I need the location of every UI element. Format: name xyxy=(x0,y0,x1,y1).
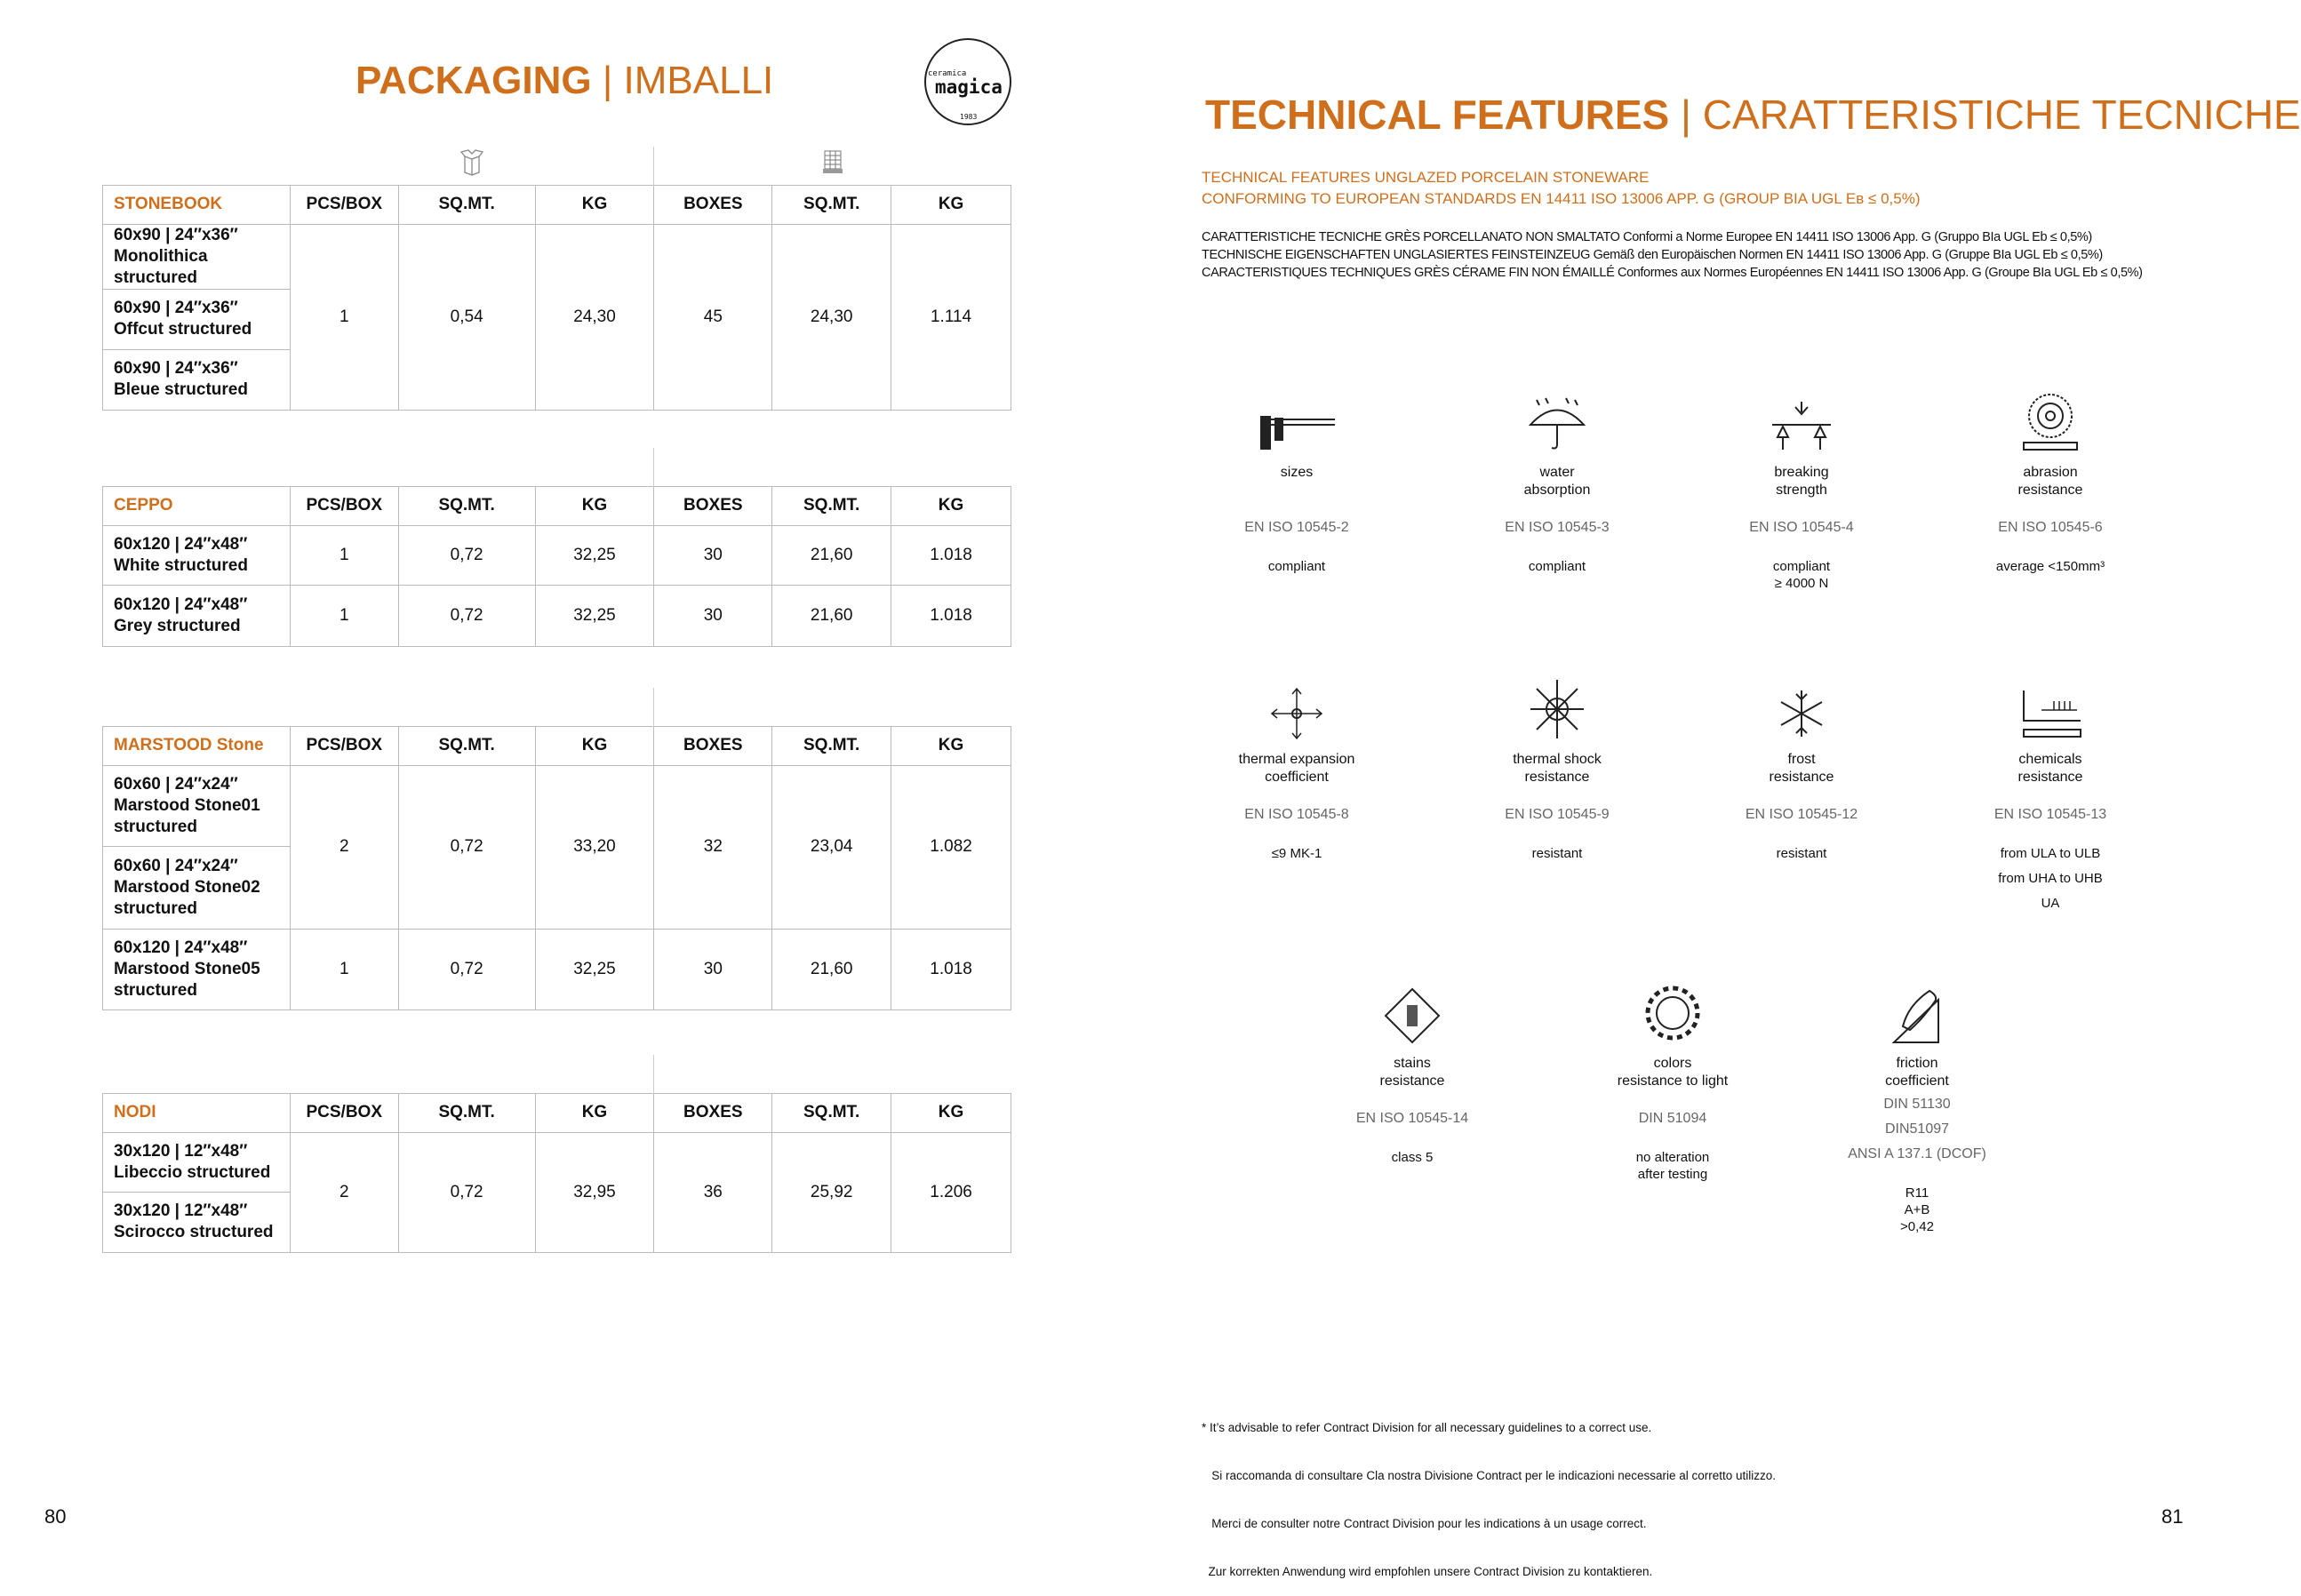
column-header: BOXES xyxy=(654,486,772,525)
collection-name: MARSTOOD Stone xyxy=(103,726,291,765)
feature-frost-resistance xyxy=(1677,669,1926,862)
value-line: compliant xyxy=(1528,559,1586,574)
feature-label xyxy=(1433,464,1682,499)
product-name xyxy=(103,1132,291,1192)
box-icon xyxy=(457,162,487,180)
feature-value xyxy=(1288,1149,1537,1166)
product-name-line: 60x120 | 24″x48″ xyxy=(114,595,248,614)
table-row xyxy=(103,525,1011,585)
feature-label-line: resistance to light xyxy=(1617,1073,1729,1089)
column-header: KG xyxy=(535,185,654,224)
value-line: compliant xyxy=(1772,559,1831,574)
feature-sizes xyxy=(1172,382,1421,575)
feature-label-line: friction xyxy=(1896,1056,1938,1071)
icon-row xyxy=(103,147,1011,185)
value-cell: 33,20 xyxy=(535,765,654,929)
product-name-line: structured xyxy=(114,980,197,1000)
feature-label-line: resistance xyxy=(1524,770,1590,785)
column-header: SQ.MT. xyxy=(398,185,535,224)
value-cell: 1 xyxy=(290,525,398,585)
feature-label-line: absorption xyxy=(1523,483,1591,498)
value-cell: 25,92 xyxy=(772,1132,891,1252)
feature-label-line: water xyxy=(1539,465,1575,480)
feature-label xyxy=(1548,1055,1797,1090)
product-name xyxy=(103,765,291,846)
umbrella-icon xyxy=(1433,382,1682,453)
column-header: KG xyxy=(891,185,1011,224)
product-name-line: 60x60 | 24″x24″ xyxy=(114,774,238,794)
feature-thermal-shock-resistance xyxy=(1433,669,1682,862)
product-name-line: 60x90 | 24″x36″ xyxy=(114,225,238,244)
product-name xyxy=(103,585,291,646)
value-line: class 5 xyxy=(1391,1150,1434,1165)
feature-label-line: thermal expansion xyxy=(1238,752,1355,767)
feature-label xyxy=(1433,751,1682,786)
standard-line: EN ISO 10545-6 xyxy=(1998,520,2103,535)
value-line: ≤9 MK-1 xyxy=(1271,846,1322,861)
page-number-right: 81 xyxy=(2161,1505,2184,1528)
feature-chemicals-resistance xyxy=(1926,669,2175,916)
product-name-line: Marstood Stone01 xyxy=(114,795,260,815)
icon-row xyxy=(103,448,1011,486)
standard-line: EN ISO 10545-4 xyxy=(1749,520,1854,535)
product-name-line: Marstood Stone02 xyxy=(114,877,260,897)
abrasion-disc-icon xyxy=(1926,382,2175,453)
value-line: R11 xyxy=(1905,1185,1929,1201)
feature-value xyxy=(1926,842,2175,916)
packaging-table-marstood-stone xyxy=(102,688,1011,1010)
box-group xyxy=(290,1055,654,1093)
icon-row xyxy=(103,1055,1011,1093)
product-name-line: structured xyxy=(114,898,197,918)
feature-colors-resistance-to-light xyxy=(1548,973,1797,1183)
value-cell: 30 xyxy=(654,525,772,585)
value-cell: 45 xyxy=(654,224,772,410)
value-line: resistant xyxy=(1776,846,1827,861)
product-name xyxy=(103,349,291,410)
thermal-shock-icon xyxy=(1433,669,1682,740)
value-cell: 36 xyxy=(654,1132,772,1252)
standard-line: EN ISO 10545-2 xyxy=(1244,520,1349,535)
feature-label xyxy=(1926,464,2175,499)
header-row xyxy=(103,486,1011,525)
standard-line: EN ISO 10545-14 xyxy=(1355,1111,1469,1126)
feature-label xyxy=(1172,464,1421,499)
footnote xyxy=(1202,1388,1776,1596)
description-line: CARACTERISTIQUES TECHNIQUES GRÈS CÉRAME FIN NON ÉMAILLÉ Conformes aux Normes Européennes EN 14411 ISO 13006 App. G (Groupe BIa UGL Eb ≤ 0,5%) xyxy=(1202,266,2143,280)
box-group xyxy=(290,448,654,486)
feature-standard xyxy=(1172,802,1421,827)
standard-line: ANSI A 137.1 (DCOF) xyxy=(1848,1146,1986,1161)
product-name-line: Scirocco structured xyxy=(114,1223,274,1241)
shoe-slope-icon xyxy=(1793,973,2041,1044)
value-cell: 21,60 xyxy=(772,929,891,1009)
product-name-line: Libeccio structured xyxy=(114,1162,271,1182)
feature-value xyxy=(1172,558,1421,575)
column-header: KG xyxy=(891,726,1011,765)
page-number-left: 80 xyxy=(44,1505,67,1528)
feature-value xyxy=(1172,845,1421,862)
value-cell: 23,04 xyxy=(772,765,891,929)
feature-label-line: colors xyxy=(1653,1056,1692,1071)
value-cell: 1 xyxy=(290,224,398,410)
table-row xyxy=(103,224,1011,289)
snowflake-icon xyxy=(1677,669,1926,740)
feature-standard xyxy=(1172,515,1421,540)
column-header: SQ.MT. xyxy=(398,486,535,525)
value-cell: 21,60 xyxy=(772,585,891,646)
description xyxy=(1202,228,2143,282)
value-cell: 32,25 xyxy=(535,525,654,585)
product-name-line: 60x120 | 24″x48″ xyxy=(114,534,248,554)
column-header: PCS/BOX xyxy=(290,726,398,765)
feature-value xyxy=(1433,845,1682,862)
description-line: CARATTERISTICHE TECNICHE GRÈS PORCELLANATO NON SMALTATO Conformi a Norme Europee EN 14411 ISO 13006 App. G (Gruppo BIa UGL Eb ≤ 0,5%) xyxy=(1202,230,2092,244)
column-header: PCS/BOX xyxy=(290,486,398,525)
value-cell: 1.114 xyxy=(891,224,1011,410)
product-name-line: Marstood Stone05 xyxy=(114,959,260,978)
product-name-line: structured xyxy=(114,817,197,836)
feature-value xyxy=(1548,1149,1797,1183)
feature-label xyxy=(1288,1055,1537,1090)
feature-label-line: stains xyxy=(1394,1056,1431,1071)
product-name-line: Monolithica structured xyxy=(114,246,208,287)
value-line: no alteration xyxy=(1635,1150,1710,1165)
logo-year: 1983 xyxy=(960,113,978,121)
subtitle-line: CONFORMING TO EUROPEAN STANDARDS EN 14411 ISO 13006 APP. G (GROUP BIA UGL Eв ≤ 0,5%) xyxy=(1202,190,1921,207)
box-group xyxy=(290,147,654,185)
column-header: SQ.MT. xyxy=(772,185,891,224)
feature-standard xyxy=(1677,515,1926,540)
feature-water-absorption xyxy=(1433,382,1682,575)
product-name-line: 60x120 | 24″x48″ xyxy=(114,938,248,957)
value-cell: 32,25 xyxy=(535,929,654,1009)
feature-standard xyxy=(1677,802,1926,827)
standard-line: DIN 51130 xyxy=(1883,1097,1951,1112)
title-bold: TECHNICAL FEATURES xyxy=(1205,92,1670,138)
feature-abrasion-resistance xyxy=(1926,382,2175,575)
feature-label xyxy=(1926,751,2175,786)
feature-label-line: frost xyxy=(1787,752,1816,767)
feature-stains-resistance xyxy=(1288,973,1537,1166)
packaging-table-nodi xyxy=(102,1055,1011,1253)
feature-friction-coefficient xyxy=(1793,973,2041,1235)
feature-label-line: thermal shock xyxy=(1513,752,1602,767)
value-cell: 21,60 xyxy=(772,525,891,585)
value-cell: 1.206 xyxy=(891,1132,1011,1252)
value-cell: 32 xyxy=(654,765,772,929)
feature-standard xyxy=(1793,1092,2041,1167)
feature-value xyxy=(1433,558,1682,575)
value-cell: 1 xyxy=(290,585,398,646)
column-header: SQ.MT. xyxy=(398,726,535,765)
feature-label-line: breaking xyxy=(1774,465,1829,480)
value-cell: 1 xyxy=(290,929,398,1009)
column-header: KG xyxy=(535,726,654,765)
feature-label xyxy=(1172,751,1421,786)
feature-label-line: coefficient xyxy=(1885,1073,1949,1089)
product-name xyxy=(103,846,291,929)
value-cell: 1.018 xyxy=(891,525,1011,585)
icon-row xyxy=(103,688,1011,726)
value-line: average <150mm³ xyxy=(1995,559,2105,574)
feature-standard xyxy=(1926,802,2175,827)
product-name xyxy=(103,289,291,349)
value-line: compliant xyxy=(1267,559,1326,574)
value-line: after testing xyxy=(1637,1167,1708,1182)
value-cell: 32,95 xyxy=(535,1132,654,1252)
value-cell: 1.018 xyxy=(891,929,1011,1009)
column-header: BOXES xyxy=(654,1093,772,1132)
collection-name: STONEBOOK xyxy=(103,185,291,224)
caliper-icon xyxy=(1172,382,1421,453)
feature-thermal-expansion-coefficient xyxy=(1172,669,1421,862)
header-row xyxy=(103,185,1011,224)
column-header: PCS/BOX xyxy=(290,185,398,224)
spacer xyxy=(103,688,291,726)
feature-label-line: resistance xyxy=(2017,483,2083,498)
thermal-expansion-icon xyxy=(1172,669,1421,740)
column-header: SQ.MT. xyxy=(398,1093,535,1132)
product-name xyxy=(103,929,291,1009)
header-row xyxy=(103,1093,1011,1132)
value-cell: 24,30 xyxy=(535,224,654,410)
logo-small: ceramica xyxy=(928,69,967,78)
title-sep: | xyxy=(602,59,613,102)
feature-breaking-strength xyxy=(1677,382,1926,592)
feature-standard xyxy=(1926,515,2175,540)
value-cell: 0,72 xyxy=(398,765,535,929)
column-header: KG xyxy=(891,486,1011,525)
feature-standard xyxy=(1548,1106,1797,1131)
product-name xyxy=(103,224,291,289)
collection-name: NODI xyxy=(103,1093,291,1132)
table-row xyxy=(103,929,1011,1009)
value-line: UA xyxy=(2041,896,2060,911)
feature-label-line: abrasion xyxy=(2023,465,2078,480)
column-header: BOXES xyxy=(654,185,772,224)
value-cell: 2 xyxy=(290,1132,398,1252)
footnote-line: Merci de consulter notre Contract Division pour les indications à un usage correct. xyxy=(1202,1517,1647,1530)
standard-line: DIN 51094 xyxy=(1638,1111,1707,1126)
spacer xyxy=(103,147,291,185)
product-name-line: 60x90 | 24″x36″ xyxy=(114,359,238,378)
product-name-line: 60x90 | 24″x36″ xyxy=(114,299,238,317)
feature-label-line: coefficient xyxy=(1265,770,1329,785)
pallet-group xyxy=(654,147,1011,185)
packaging-table-stonebook xyxy=(102,147,1011,411)
product-name-line: Offcut structured xyxy=(114,320,252,339)
pallet-group xyxy=(654,448,1011,486)
column-header: KG xyxy=(891,1093,1011,1132)
feature-label xyxy=(1677,751,1926,786)
value-line: ≥ 4000 N xyxy=(1774,576,1829,591)
spacer xyxy=(103,448,291,486)
pallet-group xyxy=(654,688,1011,726)
product-name-line: 30x120 | 12″x48″ xyxy=(114,1141,248,1161)
feature-label-line: resistance xyxy=(1379,1073,1445,1089)
product-name-line: 30x120 | 12″x48″ xyxy=(114,1201,248,1220)
value-cell: 0,54 xyxy=(398,224,535,410)
feature-label-line: resistance xyxy=(2017,770,2083,785)
product-name-line: 60x60 | 24″x24″ xyxy=(114,856,238,875)
header-row xyxy=(103,726,1011,765)
title-bold: PACKAGING xyxy=(356,59,592,102)
spacer xyxy=(103,1055,291,1093)
value-cell: 0,72 xyxy=(398,525,535,585)
column-header: BOXES xyxy=(654,726,772,765)
feature-value xyxy=(1926,558,2175,575)
packaging-table-ceppo xyxy=(102,448,1011,647)
column-header: PCS/BOX xyxy=(290,1093,398,1132)
standard-line: EN ISO 10545-8 xyxy=(1244,807,1349,822)
feature-standard xyxy=(1433,515,1682,540)
value-line: A+B xyxy=(1904,1202,1930,1217)
value-cell: 32,25 xyxy=(535,585,654,646)
value-cell: 1.018 xyxy=(891,585,1011,646)
feature-standard xyxy=(1288,1106,1537,1131)
feature-value xyxy=(1793,1185,2041,1235)
table-row xyxy=(103,1132,1011,1192)
footnote-line: * It’s advisable to refer Contract Division for all necessary guidelines to a correct use. xyxy=(1202,1421,1652,1434)
column-header: SQ.MT. xyxy=(772,726,891,765)
feature-label xyxy=(1677,464,1926,499)
title-sep: | xyxy=(1680,92,1691,138)
value-cell: 30 xyxy=(654,929,772,1009)
pallet-icon xyxy=(818,162,848,180)
chemicals-icon xyxy=(1926,669,2175,740)
value-cell: 24,30 xyxy=(772,224,891,410)
feature-value xyxy=(1677,558,1926,592)
column-header: SQ.MT. xyxy=(772,486,891,525)
value-cell: 30 xyxy=(654,585,772,646)
standard-line: EN ISO 10545-13 xyxy=(1993,807,2107,822)
value-line: from UHA to UHB xyxy=(1998,871,2103,886)
column-header: KG xyxy=(535,486,654,525)
value-cell: 1.082 xyxy=(891,765,1011,929)
column-header: KG xyxy=(535,1093,654,1132)
table-row xyxy=(103,765,1011,846)
title-light: CARATTERISTICHE TECNICHE xyxy=(1702,92,2301,138)
standard-line: EN ISO 10545-12 xyxy=(1745,807,1858,822)
product-name xyxy=(103,525,291,585)
feature-label-line: sizes xyxy=(1280,465,1314,480)
stains-icon xyxy=(1288,973,1537,1044)
description-line: TECHNISCHE EIGENSCHAFTEN UNGLASIERTES FEINSTEINZEUG Gemäß den Europäischen Normen EN 14411 ISO 13006 App. G (Gruppe BIa UGL Eb ≤ 0,5%) xyxy=(1202,248,2103,262)
footnote-line: Si raccomanda di consultare Cla nostra Divisione Contract per le indicazioni necessarie al corretto utilizzo. xyxy=(1202,1469,1777,1482)
footnote-line: Zur korrekten Anwendung wird empfohlen unsere Contract Division zu kontaktieren. xyxy=(1202,1565,1653,1578)
table-row xyxy=(103,585,1011,646)
product-name-line: Grey structured xyxy=(114,616,241,635)
pallet-group xyxy=(654,1055,1011,1093)
packaging-title xyxy=(356,59,773,103)
title-light: IMBALLI xyxy=(623,59,774,102)
ceramica-magica-logo xyxy=(924,38,1011,125)
value-cell: 0,72 xyxy=(398,585,535,646)
subtitle xyxy=(1202,167,1921,210)
feature-value xyxy=(1677,845,1926,862)
value-line: resistant xyxy=(1531,846,1583,861)
column-header: SQ.MT. xyxy=(772,1093,891,1132)
feature-label-line: strength xyxy=(1776,483,1827,498)
feature-label xyxy=(1793,1055,2041,1090)
technical-features-title xyxy=(1205,91,2301,139)
feature-label-line: chemicals xyxy=(2018,752,2082,767)
standard-line: EN ISO 10545-9 xyxy=(1505,807,1610,822)
feature-standard xyxy=(1433,802,1682,827)
standard-line: DIN51097 xyxy=(1884,1121,1950,1137)
sun-ring-icon xyxy=(1548,973,1797,1044)
product-name xyxy=(103,1192,291,1252)
feature-label-line: resistance xyxy=(1769,770,1834,785)
product-name-line: Bleue structured xyxy=(114,380,248,399)
subtitle-line: TECHNICAL FEATURES UNGLAZED PORCELAIN STONEWARE xyxy=(1202,169,1650,186)
breaking-strength-icon xyxy=(1677,382,1926,453)
collection-name: CEPPO xyxy=(103,486,291,525)
value-cell: 2 xyxy=(290,765,398,929)
value-line: >0,42 xyxy=(1900,1219,1934,1234)
value-line: from ULA to ULB xyxy=(2000,846,2101,861)
standard-line: EN ISO 10545-3 xyxy=(1505,520,1610,535)
product-name-line: White structured xyxy=(114,555,248,575)
value-cell: 0,72 xyxy=(398,1132,535,1252)
value-cell: 0,72 xyxy=(398,929,535,1009)
logo-big: magica xyxy=(935,76,1003,98)
box-group xyxy=(290,688,654,726)
